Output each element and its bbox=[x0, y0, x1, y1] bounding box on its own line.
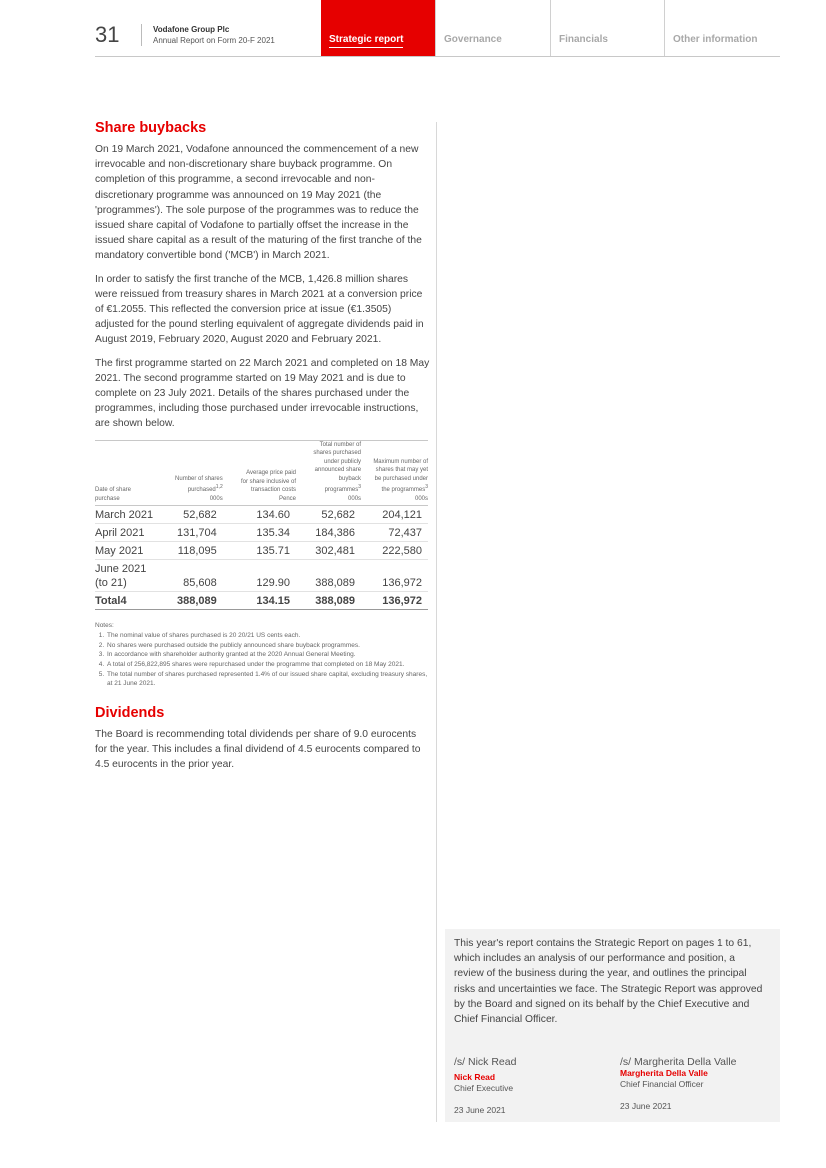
table-row bbox=[95, 560, 428, 592]
company-name: Vodafone Group Plc bbox=[153, 25, 230, 34]
table-row bbox=[95, 506, 428, 524]
table-total-row bbox=[95, 592, 428, 610]
cell-purchased: 85,608 bbox=[165, 560, 222, 592]
cell-price: 134.60 bbox=[223, 506, 296, 524]
cell-total-label: Total4 bbox=[95, 592, 165, 610]
share-buybacks-heading: Share buybacks bbox=[95, 120, 207, 136]
column-header-date: Date of share purchase bbox=[95, 440, 165, 506]
column-header-total: Total number of shares purchased under publicly announced share buyback programmes$^3$ 000s bbox=[296, 440, 361, 506]
cell-purchased: 118,095 bbox=[165, 542, 222, 560]
cell-remaining: 136,972 bbox=[361, 560, 428, 592]
signature: /s/ Margherita Della Valle bbox=[620, 1056, 737, 1068]
note-item: 1. The nominal value of shares purchased is 20 20/21 US cents each. bbox=[106, 631, 430, 641]
strategic-report-approval-box bbox=[445, 929, 780, 1122]
notes-list bbox=[95, 631, 430, 689]
signature: /s/ Nick Read bbox=[454, 1056, 517, 1068]
table-row bbox=[95, 524, 428, 542]
tab-label: Governance bbox=[444, 34, 502, 45]
approval-text: This year's report contains the Strategic Report on pages 1 to 61, which includes an analysis of our performance and position, a review of the business during the year, and outlines the principal risks and uncertainties we face. The Strategic Report was approved by the Board and signed on its behalf by the Chief Executive and Chief Financial Officer. bbox=[454, 938, 763, 1026]
tab-governance[interactable] bbox=[435, 0, 550, 56]
tab-label: Strategic report bbox=[329, 34, 403, 48]
tab-label: Other information bbox=[673, 34, 758, 45]
divider bbox=[141, 24, 142, 46]
table-row bbox=[95, 542, 428, 560]
signature-date: 23 June 2021 bbox=[620, 1101, 672, 1111]
notes-title: Notes: bbox=[95, 622, 114, 630]
page-number: 31 bbox=[95, 22, 120, 47]
cell-price: 129.90 bbox=[223, 560, 296, 592]
cell-price: 135.71 bbox=[223, 542, 296, 560]
cell-date: June 2021 (to 21) bbox=[95, 560, 165, 592]
cell-total: 184,386 bbox=[296, 524, 361, 542]
paragraph: On 19 March 2021, Vodafone announced the commencement of a new irrevocable and non-discretionary share buyback programme. On completion of this programme, a second irrevocable and non-discretionary programme was announced on 19 May 2021 (the 'programmes'). The sole purpose of the programmes was to reduce the issued share capital of Vodafone to partially offset the increase in the issued share capital as a result of the maturing of the first tranche of the mandatory convertible bond ('MCB') in March 2021. bbox=[95, 144, 422, 262]
cell-total: 388,089 bbox=[296, 560, 361, 592]
column-header-price: Average price paid for share inclusive of transaction costs Pence bbox=[223, 440, 296, 506]
cell-remaining: 204,121 bbox=[361, 506, 428, 524]
tab-other-information[interactable] bbox=[664, 0, 780, 56]
note-item: 2. No shares were purchased outside the publicly announced share buyback programmes. bbox=[106, 641, 430, 651]
paragraph: The first programme started on 22 March 2021 and completed on 18 May 2021. The second programme started on 19 May 2021 and is due to complete on 23 July 2021. Details of the shares purchased under the programmes, including those purchased under irrevocable instructions, are shown below. bbox=[95, 357, 430, 430]
cell-purchased: 131,704 bbox=[165, 524, 222, 542]
tab-financials[interactable] bbox=[550, 0, 664, 56]
note-item: 4. A total of 256,822,895 shares were repurchased under the programme that completed on 18 May 2021. bbox=[106, 660, 430, 670]
paragraph: In order to satisfy the first tranche of the MCB, 1,426.8 million shares were reissued from treasury shares in March 2021 at a conversion price of €1.2055. This reflected the conversion price at issue (€1.3505) adjusted for the pound sterling equivalent of aggregate dividends paid in August 2019, February 2020, August 2020 and February 2021. bbox=[95, 273, 424, 346]
cell-remaining: 72,437 bbox=[361, 524, 428, 542]
cell-total: 388,089 bbox=[296, 592, 361, 610]
cell-date: April 2021 bbox=[95, 524, 165, 542]
main-column bbox=[95, 120, 430, 780]
cell-purchased: 52,682 bbox=[165, 506, 222, 524]
page-header bbox=[95, 0, 780, 57]
cell-price: 135.34 bbox=[223, 524, 296, 542]
cell-date: March 2021 bbox=[95, 506, 165, 524]
signature-block-cfo bbox=[620, 1056, 737, 1111]
signatory-name: Nick Read bbox=[454, 1072, 496, 1082]
cell-remaining: 222,580 bbox=[361, 542, 428, 560]
column-header-purchased: Number of shares purchased$^{1,2}$ 000s bbox=[165, 440, 222, 506]
share-purchase-table bbox=[95, 440, 428, 611]
column-divider bbox=[436, 122, 437, 1122]
cell-total: 52,682 bbox=[296, 506, 361, 524]
paragraph: The Board is recommending total dividends per share of 9.0 eurocents for the year. This includes a final dividend of 4.5 eurocents compared to 4.5 eurocents in the prior year. bbox=[95, 728, 421, 771]
dividends-heading: Dividends bbox=[95, 704, 165, 721]
report-subtitle: Annual Report on Form 20-F 2021 bbox=[153, 36, 275, 45]
cell-price: 134.15 bbox=[223, 592, 296, 610]
signatory-title: Chief Financial Officer bbox=[620, 1079, 704, 1089]
note-item: 5. The total number of shares purchased represented 1.4% of our issued share capital, excluding treasury shares, at 21 June 2021. bbox=[106, 670, 430, 689]
column-header-remaining: Maximum number of shares that may yet be purchased under the programmes$^3$ 000s bbox=[361, 440, 428, 506]
cell-remaining: 136,972 bbox=[361, 592, 428, 610]
cell-purchased: 388,089 bbox=[165, 592, 222, 610]
tab-strategic-report[interactable] bbox=[321, 0, 435, 56]
signature-date: 23 June 2021 bbox=[454, 1105, 506, 1115]
signatory-title: Chief Executive bbox=[454, 1083, 514, 1093]
tab-label: Financials bbox=[559, 34, 608, 45]
cell-date: May 2021 bbox=[95, 542, 165, 560]
signature-block-ceo bbox=[454, 1056, 516, 1115]
table-header-row bbox=[95, 440, 428, 506]
cell-total: 302,481 bbox=[296, 542, 361, 560]
signatory-name: Margherita Della Valle bbox=[620, 1068, 708, 1078]
note-item: 3. In accordance with shareholder authority granted at the 2020 Annual General Meeting. bbox=[106, 650, 430, 660]
